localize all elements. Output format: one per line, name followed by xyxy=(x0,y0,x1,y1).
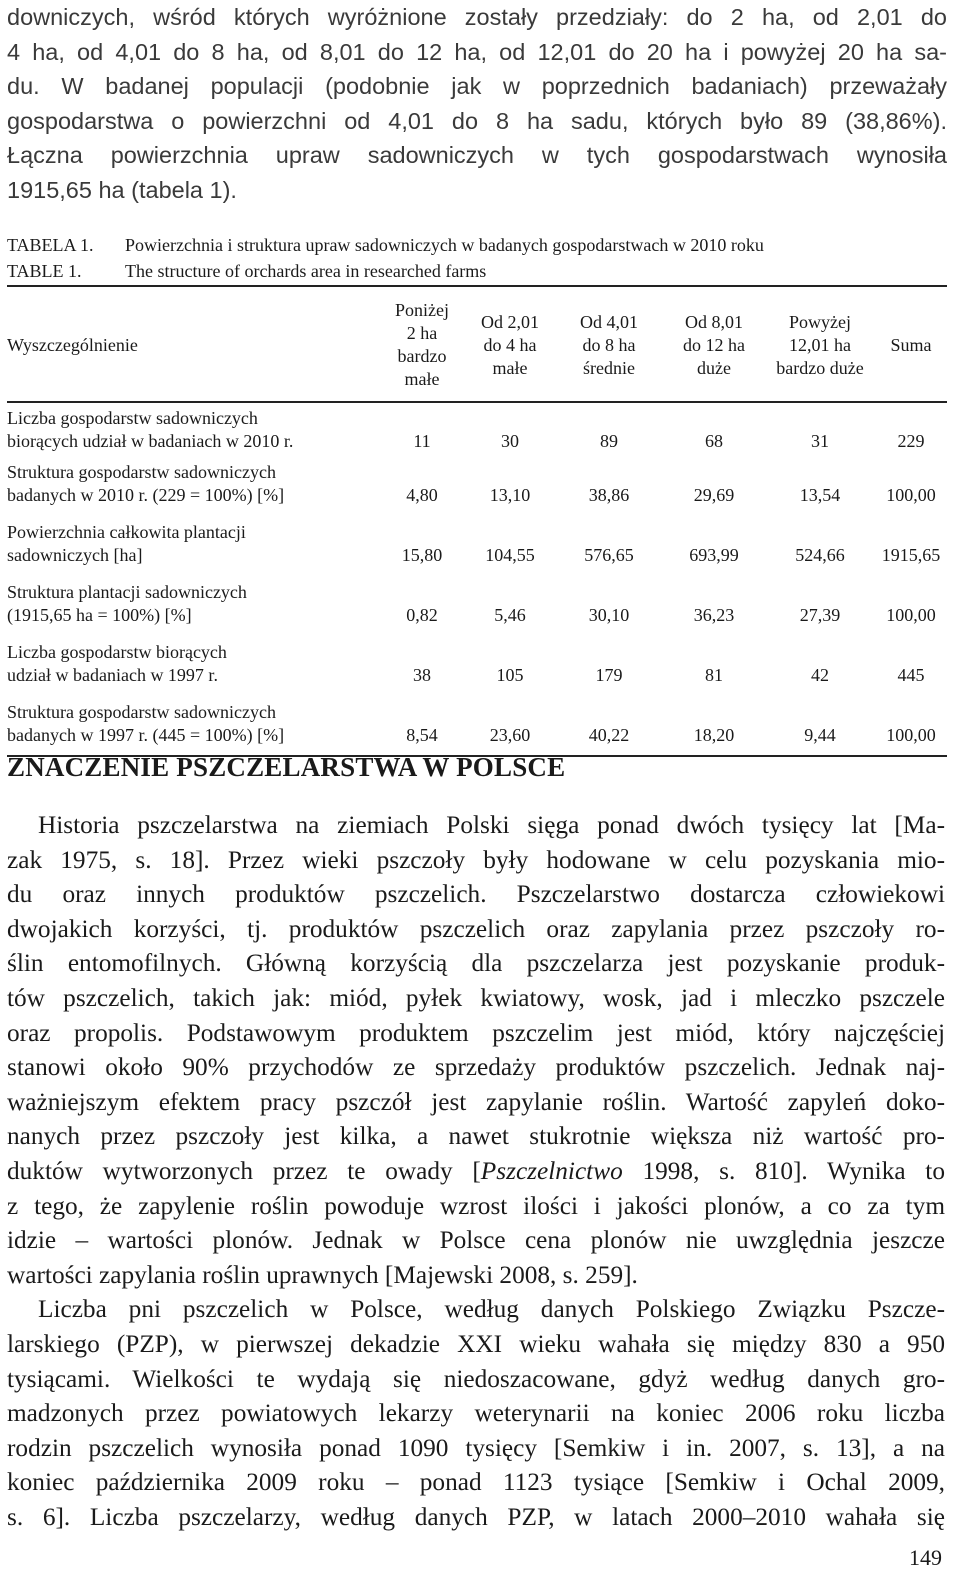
table-cell: 179 xyxy=(595,665,623,685)
table-caption-pl-label: TABELA 1. xyxy=(7,235,94,255)
table-header-line: Poniżej xyxy=(395,300,449,320)
table-cell: 693,99 xyxy=(689,545,739,565)
table-header-cell xyxy=(765,286,875,402)
table-header-line: średnie xyxy=(583,357,635,378)
table-row-label-line: (1915,65 ha = 100%) [%] xyxy=(7,605,192,625)
table-header-cell xyxy=(875,286,947,402)
page-number: 149 xyxy=(909,1545,942,1570)
body-line: rodzin pszczelich wynosiła ponad 1090 tysięcy [Semkiw i in. 2007, s. 13], a na xyxy=(7,1433,945,1462)
table-header-line: małe xyxy=(492,357,528,378)
body-line: koniec października 2009 roku – ponad 1123 tysiące [Semkiw i Ochal 2009, xyxy=(7,1468,945,1497)
table-cell: 31 xyxy=(811,431,829,451)
table-cell: 30 xyxy=(501,431,519,451)
table-row-label xyxy=(7,402,379,459)
table-cell: 8,54 xyxy=(406,725,438,745)
body-line: dwojakich korzyści, tj. produktów pszczelich oraz zapylania przez pszczoły ro- xyxy=(7,914,945,943)
table-cell: 104,55 xyxy=(485,545,535,565)
table-row xyxy=(7,402,947,459)
table-header-line: bardzo duże xyxy=(776,357,864,378)
intro-line: 1915,65 ha (tabela 1). xyxy=(7,176,237,203)
table-row-label-line: badanych w 2010 r. (229 = 100%) [%] xyxy=(7,485,285,505)
table-header-cell xyxy=(555,286,663,402)
body-line: Historia pszczelarstwa na ziemiach Polski sięga ponad dwóch tysięcy lat [Ma- xyxy=(38,811,945,839)
table-header-line: 2 ha xyxy=(406,323,438,343)
table-cell: 30,10 xyxy=(588,605,630,625)
table-cell: 13,10 xyxy=(489,485,531,505)
intro-line: du. W badanej populacji (podobnie jak w poprzednich badaniach) przeważały xyxy=(7,73,947,100)
table-cell: 27,39 xyxy=(799,605,841,625)
table-cell: 38 xyxy=(413,665,431,685)
table-cell: 38,86 xyxy=(588,485,630,505)
table-cell: 5,46 xyxy=(494,605,526,625)
table-header-line: do 12 ha xyxy=(683,334,745,355)
table-caption-pl-text: Powierzchnia i struktura upraw sadowniczych w badanych gospodarstwach w 2010 roku xyxy=(125,235,764,255)
table-cell: 40,22 xyxy=(588,725,630,745)
table-cell: 105 xyxy=(496,665,524,685)
intro-paragraph xyxy=(7,0,947,208)
citation-title: Pszczelnictwo xyxy=(480,1156,623,1185)
table-row xyxy=(7,579,947,639)
table-row-label-line: Liczba gospodarstw sadowniczych xyxy=(7,408,258,428)
table-caption-pl xyxy=(7,234,764,256)
table-header-cell: Wyszczególnienie xyxy=(7,334,138,355)
table-header-line: bardzo małe xyxy=(397,346,447,389)
table-header-cell xyxy=(465,286,555,402)
intro-line: downiczych, wśród których wyróżnione zostały przedziały: do 2 ha, od 2,01 do xyxy=(7,4,947,30)
data-table xyxy=(7,285,947,757)
table-header-line: 12,01 ha xyxy=(789,334,851,355)
table-row-label-line: Struktura gospodarstw sadowniczych xyxy=(7,702,276,722)
table-row-label-line: sadowniczych [ha] xyxy=(7,545,143,565)
table-header-line: do 8 ha xyxy=(582,334,636,355)
table-row-label-line: badanych w 1997 r. (445 = 100%) [%] xyxy=(7,725,285,745)
table-cell: 23,60 xyxy=(489,725,531,745)
table-cell: 229 xyxy=(897,431,925,451)
table-caption-en-text: The structure of orchards area in researched farms xyxy=(125,261,487,281)
table-row-label xyxy=(7,639,379,699)
table-row-label-line: Struktura gospodarstw sadowniczych xyxy=(7,462,276,482)
body-line: idzie – wartości plonów. Jednak w Polsce cena plonów nie uwzględnia jeszcze xyxy=(7,1226,945,1255)
table-row-label-line: udział w badaniach w 1997 r. xyxy=(7,665,218,685)
body-line: nanych przez pszczoły jest kilka, a nawet stukrotnie większa niż wartość pro- xyxy=(7,1122,945,1151)
body-line: tysiącami. Wielkości te wydają się niedoszacowane, gdyż według danych gro- xyxy=(7,1364,945,1393)
table-header-cell xyxy=(663,286,765,402)
table-cell: 1915,65 xyxy=(881,545,941,565)
table-row xyxy=(7,519,947,579)
table-header-line: Suma xyxy=(890,334,932,355)
table-row xyxy=(7,459,947,519)
table-caption-en xyxy=(7,260,486,282)
body-line: ważniejszym efektem pracy pszczół jest zapylanie roślin. Wartość zapyleń doko- xyxy=(7,1087,945,1116)
body-line: Liczba pni pszczelich w Polsce, według danych Polskiego Związku Pszcze- xyxy=(38,1295,945,1324)
table-header-line: Od 2,01 xyxy=(481,311,539,332)
body-line-part: 1998, s. 810]. Wynika to xyxy=(622,1156,945,1185)
body-line: oraz propolis. Podstawowym produktem pszczelim jest miód, który najczęściej xyxy=(7,1018,945,1047)
body-line: zak 1975, s. 18]. Przez wieki pszczoły były hodowane w celu pozyskania mio- xyxy=(7,845,945,874)
section-heading: ZNACZENIE PSZCZELARSTWA W POLSCE xyxy=(7,752,566,782)
table-cell: 29,69 xyxy=(693,485,735,505)
body-line: z tego, że zapylenie roślin powoduje wzrost ilości i jakości plonów, a co za tym xyxy=(7,1191,945,1220)
intro-line: Łączna powierzchnia upraw sadowniczych w tych gospodarstwach wynosiła xyxy=(7,142,947,169)
table-header-line: duże xyxy=(697,357,731,378)
table-cell: 36,23 xyxy=(693,605,735,625)
table-row-label-line: Liczba gospodarstw biorących xyxy=(7,642,227,662)
table-cell: 9,44 xyxy=(804,725,836,745)
table-cell: 42 xyxy=(811,665,829,685)
table-cell: 100,00 xyxy=(886,485,936,505)
body-line: larskiego (PZP), w pierwszej dekadzie XXI wieku wahała się między 830 a 950 xyxy=(7,1329,945,1358)
table-cell: 68 xyxy=(705,431,723,451)
table-header-line: Powyżej xyxy=(789,311,851,332)
table-cell: 100,00 xyxy=(886,605,936,625)
table-row xyxy=(7,699,947,756)
body-line: wartości zapylania roślin uprawnych [Majewski 2008, s. 259]. xyxy=(7,1260,638,1289)
table-cell: 524,66 xyxy=(795,545,845,565)
table-header-cell xyxy=(379,286,465,402)
table-row-label xyxy=(7,699,379,756)
table-body xyxy=(7,402,947,756)
body-line: du oraz innych produktów pszczelich. Pszczelarstwo dostarcza człowiekowi xyxy=(7,880,945,909)
body-line-part: duktów wytworzonych przez te owady [ xyxy=(7,1156,481,1185)
body-line: stanowi około 90% przychodów ze sprzedaży produktów pszczelich. Jednak naj- xyxy=(7,1053,945,1082)
table-row-label-line: Struktura plantacji sadowniczych xyxy=(7,582,247,602)
table-cell: 11 xyxy=(413,431,431,451)
body-line: ślin entomofilnych. Główną korzyścią dla pszczelarza jest pozyskanie produk- xyxy=(7,949,945,978)
table-cell: 89 xyxy=(600,431,618,451)
table-cell: 18,20 xyxy=(693,725,735,745)
body-line: s. 6]. Liczba pszczelarzy, według danych PZP, w latach 2000–2010 wahała się xyxy=(7,1502,945,1531)
table-row xyxy=(7,639,947,699)
table-cell: 100,00 xyxy=(886,725,936,745)
table-cell: 15,80 xyxy=(401,545,443,565)
intro-line: 4 ha, od 4,01 do 8 ha, od 8,01 do 12 ha, od 12,01 do 20 ha i powyżej 20 ha sa- xyxy=(7,38,947,65)
table-header-line: do 4 ha xyxy=(483,334,537,355)
table-row-label-line: biorących udział w badaniach w 2010 r. xyxy=(7,431,294,451)
body-line: tów pszczelich, takich jak: miód, pyłek kwiatowy, wosk, jad i mleczko pszczele xyxy=(7,983,945,1012)
table-cell: 4,80 xyxy=(406,485,438,505)
table-header-row xyxy=(7,286,947,402)
body-line xyxy=(7,1154,945,1189)
table-caption-en-label: TABLE 1. xyxy=(7,261,82,281)
table-cell: 81 xyxy=(705,665,723,685)
table-cell: 445 xyxy=(897,665,925,685)
table-row-label xyxy=(7,459,379,519)
body-text xyxy=(7,808,945,1534)
table-row-label-line: Powierzchnia całkowita plantacji xyxy=(7,522,246,542)
table-row-label xyxy=(7,519,379,579)
table-cell: 0,82 xyxy=(406,605,438,625)
intro-line: gospodarstwa o powierzchni od 4,01 do 8 ha sadu, których było 89 (38,86%). xyxy=(7,107,947,134)
table-cell: 576,65 xyxy=(584,545,634,565)
table-header-line: Od 8,01 xyxy=(685,311,743,332)
body-line: madzonych przez powiatowych lekarzy weterynarii na koniec 2006 roku liczba xyxy=(7,1399,945,1428)
table-cell: 13,54 xyxy=(799,485,841,505)
table-row-label xyxy=(7,579,379,639)
table-header-line: Od 4,01 xyxy=(580,311,638,332)
